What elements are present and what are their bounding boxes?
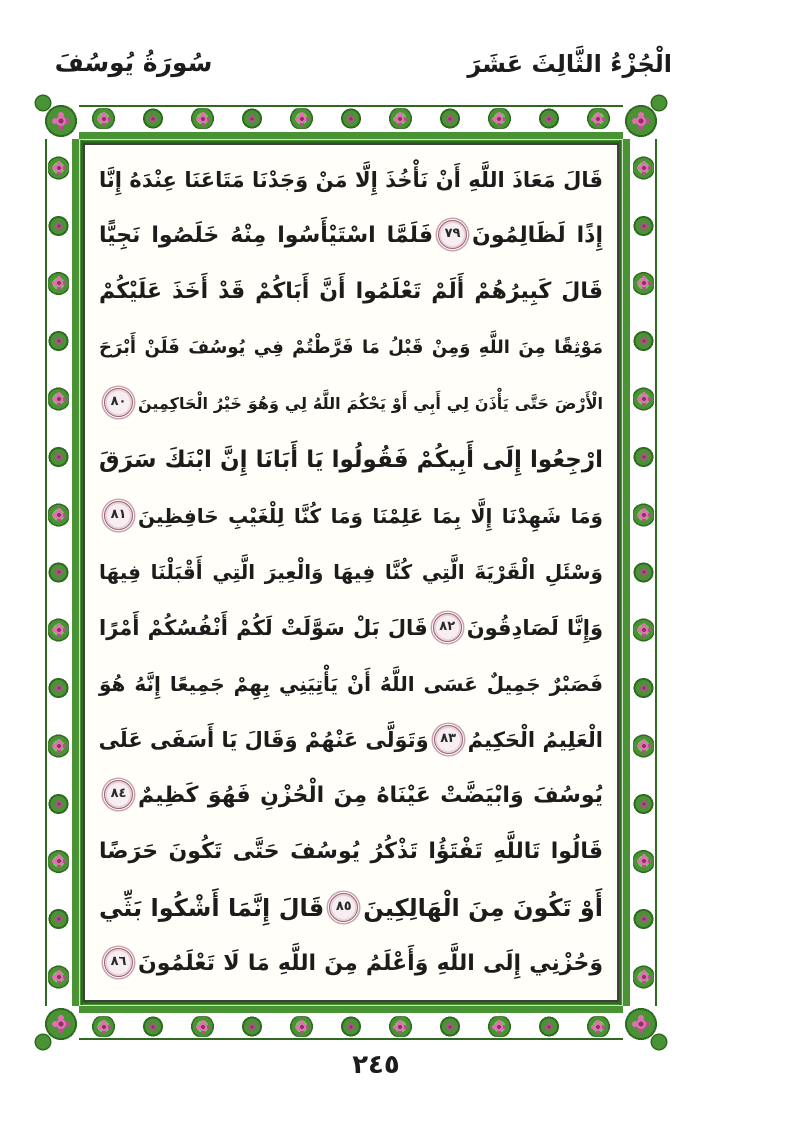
ayah-end-marker: ٧٩ [438, 220, 467, 249]
flower-motif [46, 890, 71, 948]
flower-motif [46, 659, 71, 717]
flower-motif [631, 544, 656, 602]
flower-motif [631, 255, 656, 313]
ornament-border-top [79, 105, 623, 143]
flower-motif [574, 106, 623, 131]
flower-motif [46, 544, 71, 602]
quran-line [99, 320, 603, 376]
ayah-end-marker: ٨٢ [433, 613, 462, 642]
quran-line [99, 264, 603, 320]
quran-line [99, 488, 603, 544]
quran-line [99, 936, 603, 992]
flower-motif [46, 948, 71, 1006]
flower-motif [631, 833, 656, 891]
flower-motif [277, 1014, 326, 1039]
ornamental-frame [45, 105, 657, 1040]
quran-line [99, 208, 603, 264]
flower-motif [46, 370, 71, 428]
ayah-text: قَالَ كَبِيرُهُمْ أَلَمْ تَعْلَمُوا أَنَّ أَبَاكُمْ قَدْ أَخَذَ عَلَيْكُمْ [99, 279, 603, 304]
flower-motif [227, 1014, 276, 1039]
flower-motif [475, 1014, 524, 1039]
flower-motif [178, 1014, 227, 1039]
flower-motif [574, 1014, 623, 1039]
ayah-end-marker: ٨٣ [434, 725, 463, 754]
quran-line [99, 152, 603, 208]
ayah-end-marker: ٨٦ [104, 948, 133, 977]
quran-text-area [83, 143, 619, 1002]
flower-motif [475, 106, 524, 131]
ayah-text: ارْجِعُوا إِلَى أَبِيكُمْ فَقُولُوا يَا أَبَانَا إِنَّ ابْنَكَ سَرَقَ [99, 447, 603, 473]
flower-motif [46, 486, 71, 544]
flower-motif [631, 948, 656, 1006]
flower-motif [46, 601, 71, 659]
flower-motif [46, 197, 71, 255]
flower-motif [79, 106, 128, 131]
ayah-text: قَالَ بَلْ سَوَّلَتْ لَكُمْ أَنْفُسُكُمْ أَمْرًا [99, 616, 428, 640]
flower-motif [128, 1014, 177, 1039]
ayah-text: وَحُزْنِي إِلَى اللَّهِ وَأَعْلَمُ مِنَ اللَّهِ مَا لَا تَعْلَمُونَ [138, 951, 603, 976]
flower-motif [524, 1014, 573, 1039]
flower-motif [631, 717, 656, 775]
ayah-text: أَوْ تَكُونَ مِنَ الْهَالِكِينَ [363, 894, 604, 922]
flower-motif [46, 312, 71, 370]
ayah-text: الْأَرْضَ حَتَّى يَأْذَنَ لِي أَبِي أَوْ يَحْكُمَ اللَّهُ لِي وَهُوَ خَيْرُ الْحَاكِمِينَ [138, 394, 603, 413]
flower-motif [425, 106, 474, 131]
ornament-corner-top-right [620, 100, 662, 142]
flower-motif [631, 601, 656, 659]
ayah-end-marker: ٨١ [104, 501, 133, 530]
flower-motif [227, 106, 276, 131]
quran-line [99, 880, 603, 936]
flower-motif [376, 106, 425, 131]
flower-motif [46, 833, 71, 891]
flower-motif [631, 775, 656, 833]
ayah-text: وَإِنَّا لَصَادِقُونَ [466, 616, 604, 640]
quran-line [99, 600, 603, 656]
ayah-text: وَسْئَلِ الْقَرْيَةَ الَّتِي كُنَّا فِيهَا وَالْعِيرَ الَّتِي أَقْبَلْنَا فِيهَا [99, 560, 603, 584]
ayah-text: وَتَوَلَّى عَنْهُمْ وَقَالَ يَا أَسَفَى عَلَى [98, 728, 429, 752]
juz-label: الْجُزْءُ الثَّالِثَ عَشَرَ [467, 50, 672, 78]
flower-motif [376, 1014, 425, 1039]
flower-motif [46, 255, 71, 313]
flower-motif [524, 106, 573, 131]
flower-motif [46, 428, 71, 486]
quran-line [99, 768, 603, 824]
ornament-corner-bottom-right [620, 1003, 662, 1045]
quran-line [99, 656, 603, 712]
flower-motif [128, 106, 177, 131]
ayah-text: يُوسُفَ وَابْيَضَّتْ عَيْنَاهُ مِنَ الْحُزْنِ فَهُوَ كَظِيمٌ [138, 783, 603, 808]
ornament-border-right [619, 139, 657, 1006]
flower-motif [631, 139, 656, 197]
ayah-end-marker: ٨٠ [104, 388, 133, 417]
surah-title-label: سُورَةُ يُوسُفَ [53, 48, 214, 77]
quran-line [99, 824, 603, 880]
ornament-corner-top-left [40, 100, 82, 142]
flower-motif [326, 1014, 375, 1039]
ayah-end-marker: ٨٤ [104, 780, 133, 809]
ayah-text: وَمَا شَهِدْنَا إِلَّا بِمَا عَلِمْنَا وَمَا كُنَّا لِلْغَيْبِ حَافِظِينَ [138, 504, 603, 528]
quran-line [99, 432, 603, 488]
ayah-text: فَلَمَّا اسْتَيْأَسُوا مِنْهُ خَلَصُوا نَجِيًّا [99, 223, 434, 248]
ayah-text: مَوْثِقًا مِنَ اللَّهِ وَمِنْ قَبْلُ مَا فَرَّطْتُمْ فِي يُوسُفَ فَلَنْ أَبْرَحَ [99, 337, 603, 358]
flower-motif [277, 106, 326, 131]
quran-line [99, 712, 603, 768]
ayah-text: قَالَ مَعَاذَ اللَّهِ أَنْ نَأْخُذَ إِلَّا مَنْ وَجَدْنَا مَتَاعَنَا عِنْدَهُ إِنَّا [99, 168, 603, 192]
flower-motif [631, 659, 656, 717]
flower-motif [326, 106, 375, 131]
ayah-text: إِذًا لَظَالِمُونَ [472, 223, 603, 248]
ornament-border-left [45, 139, 83, 1006]
flower-motif [631, 428, 656, 486]
ayah-text: الْعَلِيمُ الْحَكِيمُ [467, 728, 603, 752]
ayah-end-marker: ٨٥ [329, 893, 358, 922]
flower-motif [631, 197, 656, 255]
flower-motif [178, 106, 227, 131]
ornament-border-bottom [79, 1002, 623, 1040]
flower-motif [79, 1014, 128, 1039]
quran-line [99, 376, 603, 432]
flower-motif [631, 890, 656, 948]
ornament-corner-bottom-left [40, 1003, 82, 1045]
page-number: ٢٤٥ [352, 1050, 400, 1080]
ayah-text: قَالَ إِنَّمَا أَشْكُوا بَثِّي [99, 894, 325, 922]
ayah-text: فَصَبْرٌ جَمِيلٌ عَسَى اللَّهُ أَنْ يَأْتِيَنِي بِهِمْ جَمِيعًا إِنَّهُ هُوَ [99, 672, 603, 696]
ayah-text: قَالُوا تَاللَّهِ تَفْتَؤُا تَذْكُرُ يُوسُفَ حَتَّى تَكُونَ حَرَضًا [99, 839, 603, 864]
flower-motif [631, 370, 656, 428]
flower-motif [46, 717, 71, 775]
quran-line [99, 544, 603, 600]
flower-motif [425, 1014, 474, 1039]
flower-motif [46, 139, 71, 197]
flower-motif [46, 775, 71, 833]
flower-motif [631, 486, 656, 544]
flower-motif [631, 312, 656, 370]
